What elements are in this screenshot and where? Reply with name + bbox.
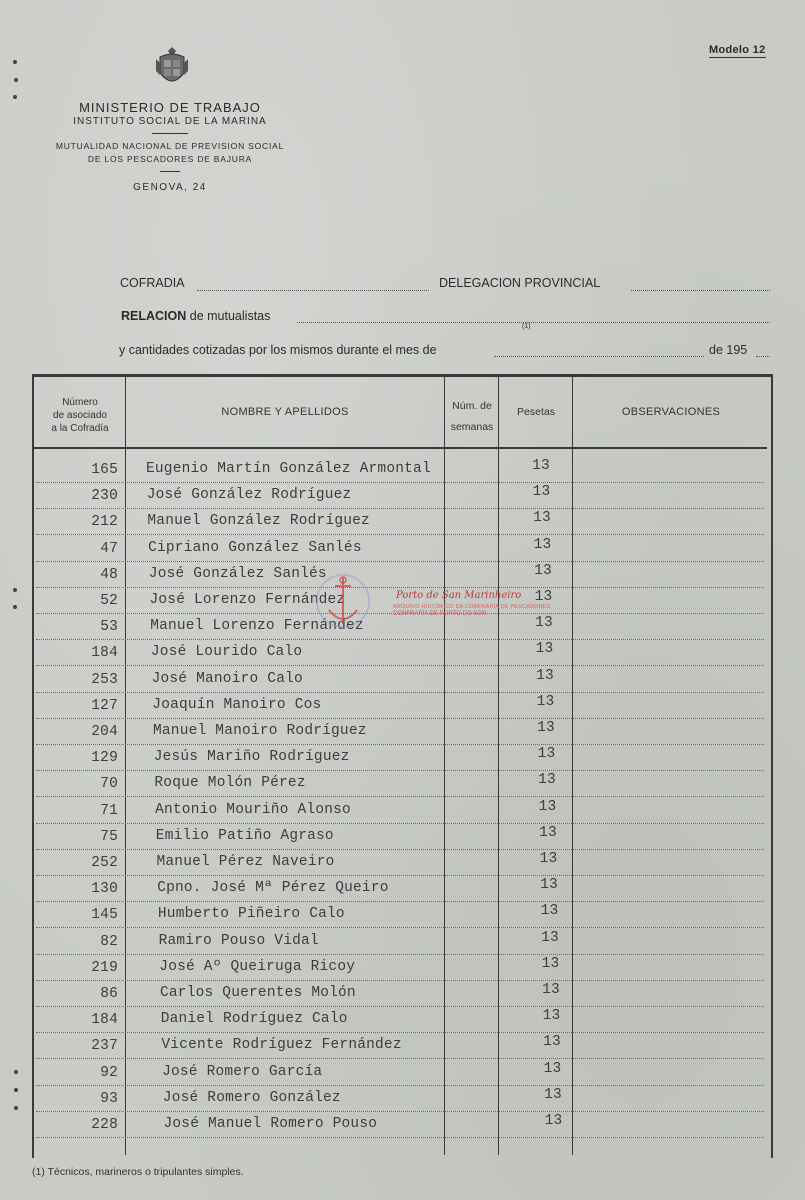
column-divider [498,374,499,1155]
member-number: 165 [91,462,118,478]
column-header-name: NOMBRE Y APELLIDOS [221,406,349,418]
relacion-label [121,309,270,323]
member-name: Daniel Rodríguez Calo [160,1011,348,1027]
punch-hole [13,588,17,592]
table-row-rule [36,718,764,719]
delegacion-label: DELEGACION PROVINCIAL [439,276,601,290]
header-number-line2: de asociado [53,410,107,421]
member-name: Manuel Lorenzo Fernández [150,618,364,634]
table-row-rule [36,692,764,693]
member-name: Joaquín Manoiro Cos [152,697,322,713]
month-field [494,356,704,357]
relacion-label-bold: RELACION [121,309,187,323]
divider [160,171,180,172]
stamp-line-2: CONFRARÍA DE PORTO DO SON [393,611,487,617]
member-number: 82 [100,934,118,950]
member-number: 219 [91,960,118,976]
header-weeks-line2: semanas [450,421,494,433]
stamp-line-1: ARQUIVO HISTÓRICO DA CONFRARÍA DE PESCADORES [393,604,551,610]
column-header-observations: OBSERVACIONES [621,406,721,418]
table-row-rule [36,639,764,640]
pesetas-amount: 13 [541,956,560,972]
pesetas-amount: 13 [534,563,552,579]
pesetas-amount: 13 [541,930,559,946]
member-number: 48 [100,567,118,583]
table-row-rule [36,901,764,902]
member-number: 228 [91,1117,118,1133]
ministry-title: MINISTERIO DE TRABAJO [79,100,261,115]
institute-title: INSTITUTO SOCIAL DE LA MARINA [73,116,267,127]
note-marker: (1) [522,323,531,330]
table-row-rule [36,534,764,535]
member-name: Jesús Mariño Rodríguez [153,749,350,765]
member-name: Eugenio Martín González Armontal [146,461,431,477]
pesetas-amount: 13 [539,851,558,867]
mutual-line-2: DE LOS PESCADORES DE BAJURA [87,154,253,164]
table-row-rule [36,744,764,745]
member-number: 129 [91,750,118,766]
punch-hole [13,60,17,64]
punch-hole [14,78,18,82]
cofradia-label: COFRADIA [120,276,185,290]
mutual-line-1: MUTUALIDAD NACIONAL DE PREVISION SOCIAL [55,141,285,151]
pesetas-amount: 13 [533,510,551,526]
member-name: José Manuel Romero Pouso [163,1116,378,1132]
member-name: Cpno. José Mª Pérez Queiro [157,880,389,896]
member-number: 184 [91,1012,118,1028]
model-label: Modelo 12 [709,44,766,56]
cantidades-label: y cantidades cotizadas por los mismos durante el mes de [119,343,437,357]
member-number: 184 [91,645,118,661]
divider [152,133,188,134]
table-row-rule [36,508,764,509]
table-row-rule [36,954,764,955]
pesetas-amount: 13 [542,982,560,998]
header-number-line1: Número [62,397,98,408]
table-row-rule [36,796,764,797]
relacion-field [297,322,770,323]
member-name: José Romero González [162,1090,341,1106]
member-name: Emilio Patiño Agraso [155,828,334,844]
table-row-rule [36,980,764,981]
member-name: Manuel Manoiro Rodríguez [153,723,367,739]
pesetas-amount: 13 [543,1034,561,1050]
punch-hole [13,95,17,99]
table-row-rule [36,1111,764,1112]
table-row-rule [36,561,764,562]
column-divider [125,374,126,1155]
member-name: Vicente Rodríguez Fernández [161,1037,402,1053]
coat-of-arms-icon [154,45,190,91]
pesetas-amount: 13 [535,615,553,631]
punch-hole [14,1106,18,1110]
pesetas-amount: 13 [544,1087,562,1103]
pesetas-amount: 13 [535,641,554,657]
stamp-title: Porto de San Marinheiro [396,590,522,601]
pesetas-amount: 13 [540,903,559,919]
member-number: 93 [100,1091,118,1107]
table-row-rule [36,770,764,771]
table-row-rule [36,1058,764,1059]
table-row-rule [36,1006,764,1007]
member-name: José Aº Queiruga Ricoy [159,959,356,975]
member-name: Manuel González Rodríguez [147,513,370,529]
table-row-rule [36,927,764,928]
header-number-line3: a la Cofradía [51,423,109,434]
pesetas-amount: 13 [540,877,558,893]
member-name: José Romero García [162,1064,323,1080]
delegacion-field [631,290,770,291]
column-divider [444,374,445,1155]
member-number: 75 [100,829,118,845]
member-number: 253 [91,672,118,688]
member-name: José González Rodríguez [146,487,352,503]
member-number: 145 [91,907,118,923]
pesetas-amount: 13 [537,746,556,762]
year-label: de 195 [709,343,748,357]
pesetas-amount: 13 [534,589,553,605]
pesetas-amount: 13 [536,668,554,684]
pesetas-amount: 13 [537,720,555,736]
column-header-number [36,396,124,435]
footnote: (1) Técnicos, marineros o tripulantes simples. [32,1166,244,1178]
member-name: Manuel Pérez Naveiro [156,854,335,870]
pesetas-amount: 13 [532,458,550,474]
table-row-rule [36,875,764,876]
cofradia-field [197,290,429,291]
member-number: 252 [91,855,118,871]
table-row-rule [36,482,764,483]
pesetas-amount: 13 [536,694,555,710]
address: GENOVA, 24 [133,182,207,193]
member-number: 86 [100,986,118,1002]
table-row-rule [36,665,764,666]
institution-header [20,100,320,193]
pesetas-amount: 13 [538,772,556,788]
member-name: Cipriano González Sanlés [148,540,362,556]
year-field [756,356,770,357]
pesetas-amount: 13 [544,1113,563,1129]
member-number: 127 [91,698,118,714]
member-name: José González Sanlés [148,566,327,582]
punch-hole [14,1070,18,1074]
pesetas-amount: 13 [538,799,557,815]
punch-hole [13,605,17,609]
member-number: 212 [91,514,118,530]
contributions-table [32,374,773,1158]
table-row-rule [36,1137,764,1138]
archive-stamp [305,566,505,636]
member-number: 204 [91,724,118,740]
member-name: Roque Molón Pérez [154,775,306,791]
punch-hole [14,1088,18,1092]
member-name: José Manoiro Calo [151,671,303,687]
header-weeks-line1: Núm. de [452,400,492,412]
table-row-rule [36,823,764,824]
member-number: 130 [91,881,118,897]
header-divider [34,447,767,449]
member-number: 52 [100,593,118,609]
anchor-icon [329,578,357,624]
member-number: 47 [100,541,118,557]
column-divider [572,374,573,1155]
member-number: 71 [100,803,118,819]
member-number: 237 [91,1038,118,1054]
member-name: José Lourido Calo [150,644,303,660]
member-number: 70 [100,776,118,792]
member-number: 230 [91,488,118,504]
pesetas-amount: 13 [533,537,552,553]
member-number: 53 [100,619,118,635]
pesetas-amount: 13 [539,825,557,841]
member-name: Ramiro Pouso Vidal [158,933,319,949]
member-name: Antonio Mouriño Alonso [155,802,351,818]
member-name: José Lorenzo Fernández [149,592,346,608]
pesetas-amount: 13 [532,484,551,500]
relacion-label-rest: de mutualistas [189,309,271,323]
table-row-rule [36,1085,764,1086]
pesetas-amount: 13 [542,1008,561,1024]
table-row-rule [36,849,764,850]
column-header-weeks [446,396,498,438]
column-header-pesetas: Pesetas [517,406,555,418]
member-number: 92 [100,1065,118,1081]
member-name: Carlos Querentes Molón [160,985,356,1001]
member-name: Humberto Piñeiro Calo [157,906,345,922]
pesetas-amount: 13 [543,1061,562,1077]
table-row-rule [36,1032,764,1033]
